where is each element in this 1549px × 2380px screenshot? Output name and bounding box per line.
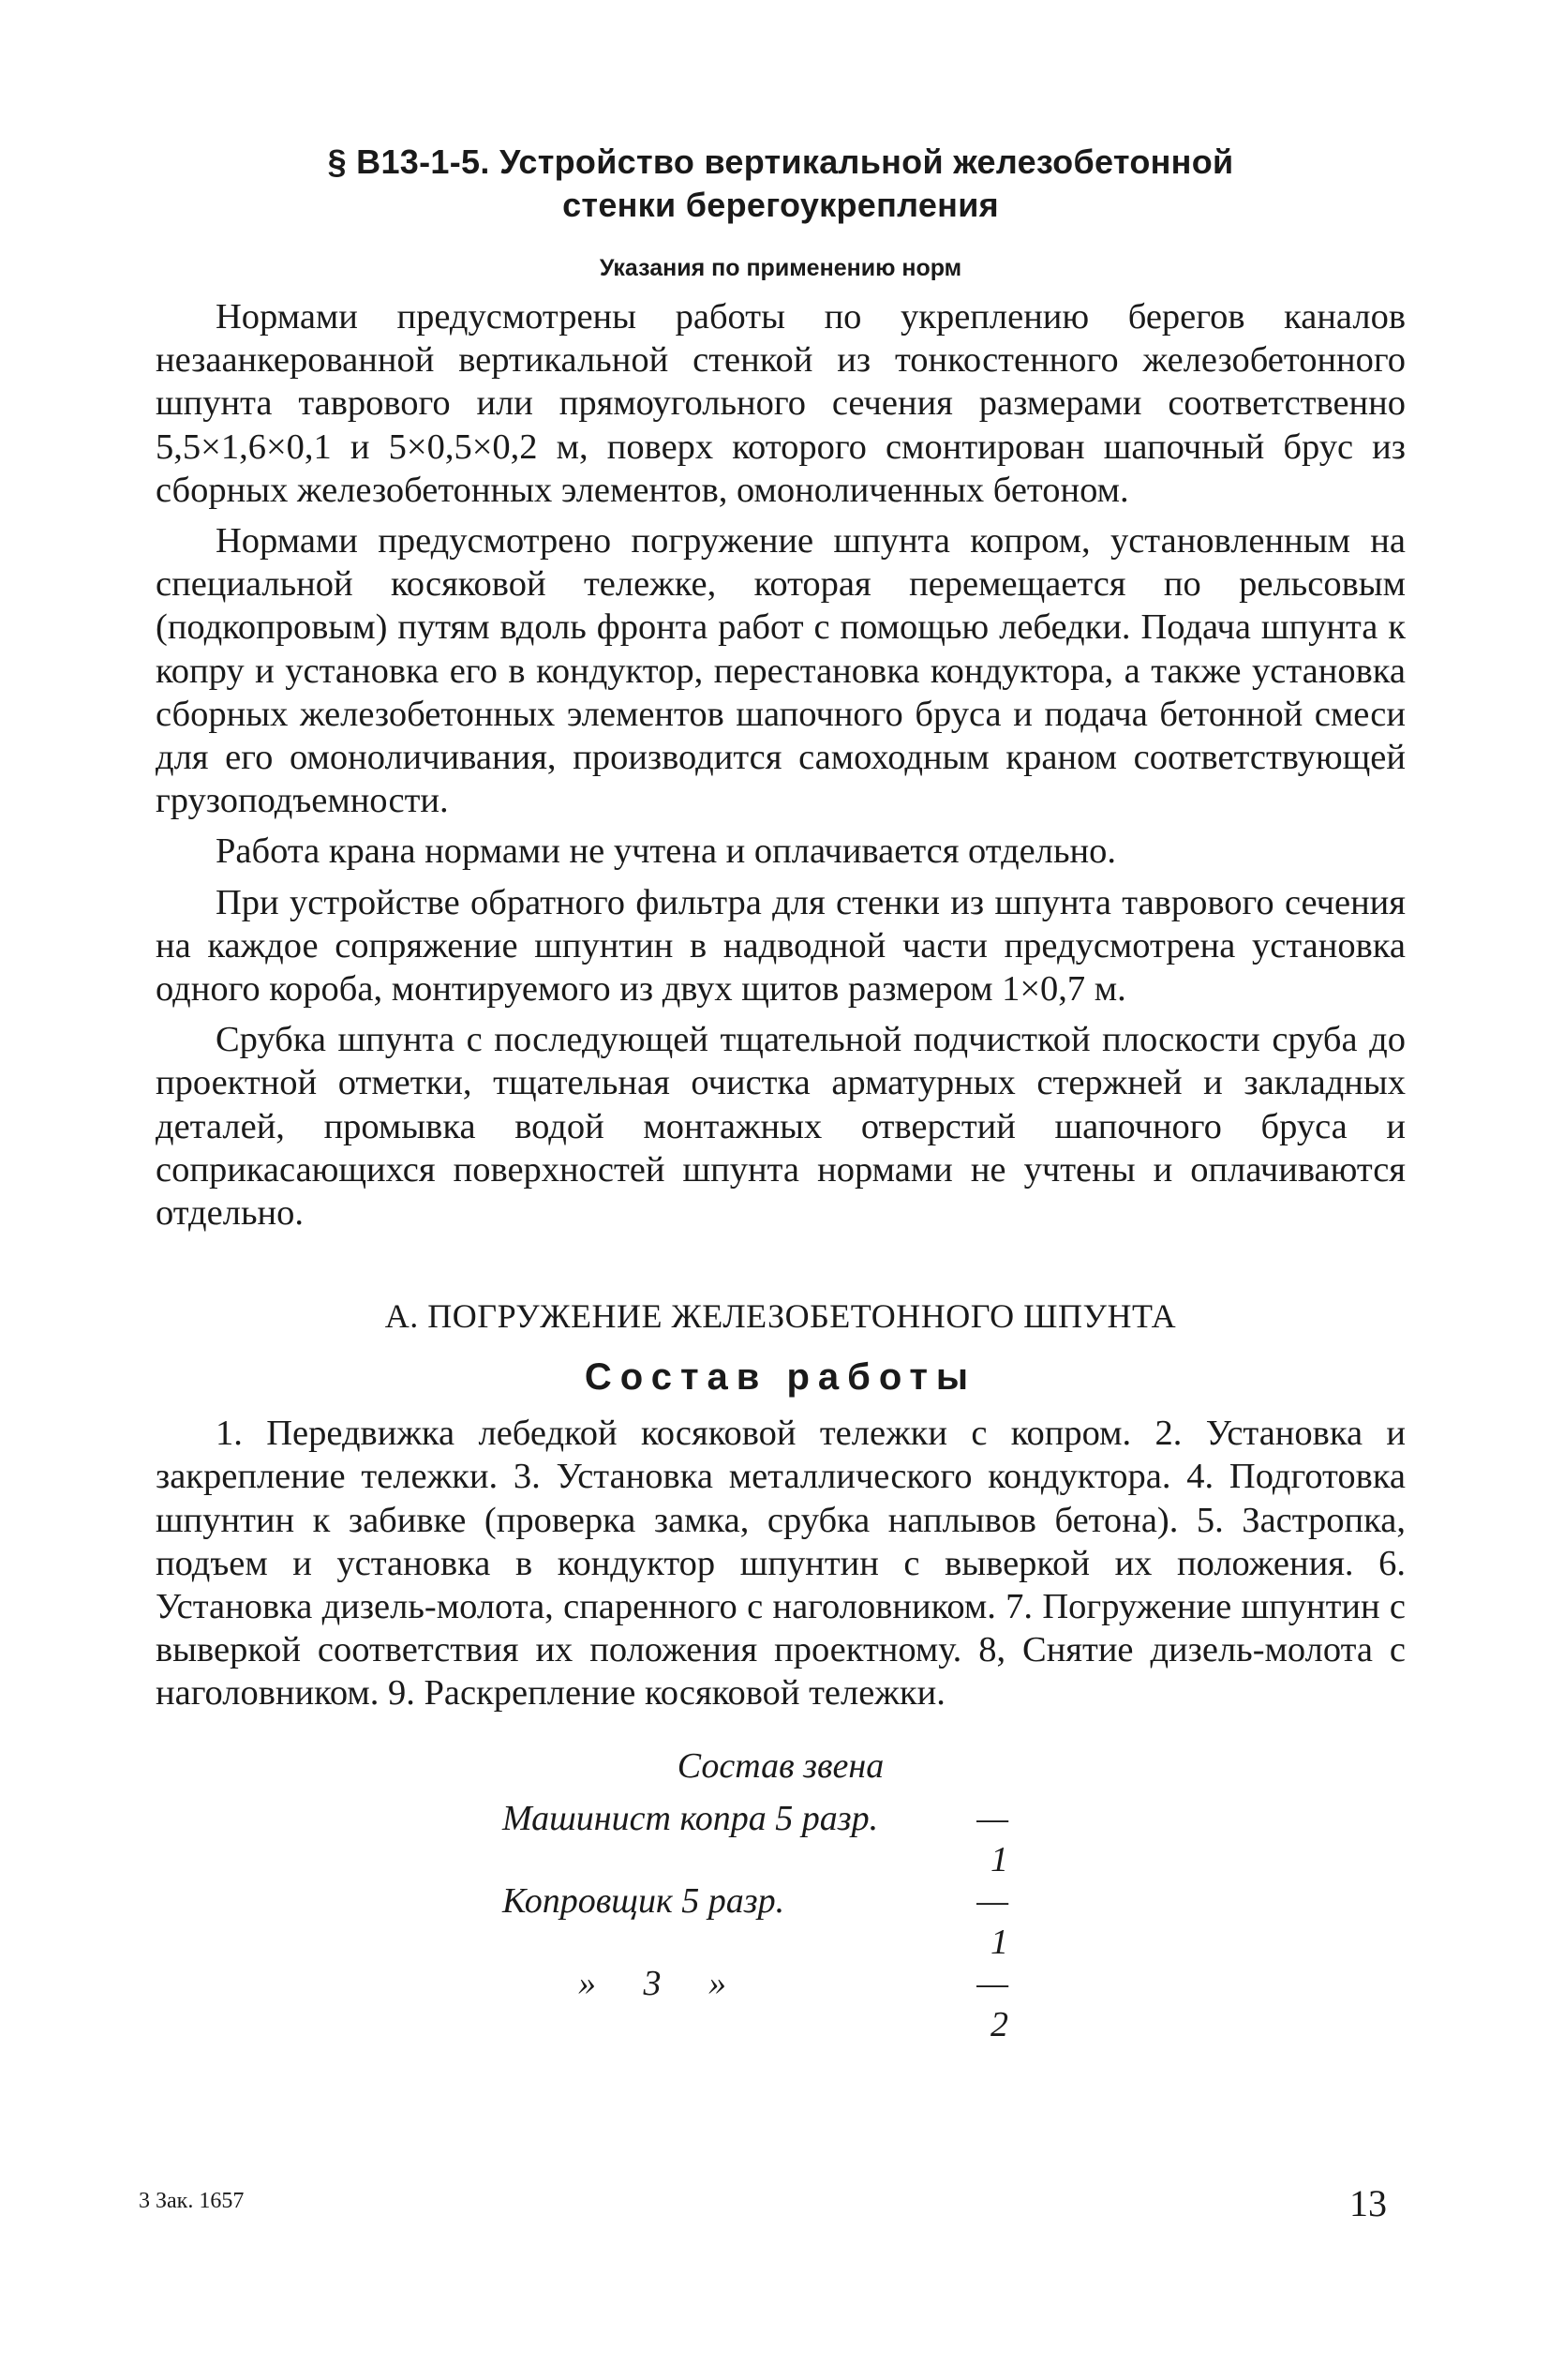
usage-subheading: Указания по применению норм [599, 255, 962, 281]
team-composition-title: Состав звена [677, 1745, 885, 1786]
page-number: 13 [1349, 2182, 1387, 2224]
section-heading-line-2: стенки берегоукрепления [562, 186, 999, 224]
paragraph-1: Нормами предусмотрены работы по укреплению берегов каналов незаанкерованной вертикальной стенкой из тонкостенного железобетонного шпунта таврового или прямоугольного сечения размерами соответственно 5,5×1,6×0,1 и 5×0,5×0,2 м, поверх которого смонтирован шапочный брус из сборных железобетонных элементов, омоноличенных бетоном. [156, 297, 1406, 510]
team-role: Машинист копра 5 разр. [502, 1798, 879, 1838]
team-row [502, 1963, 1406, 2045]
paragraph-4: При устройстве обратного фильтра для стенки из шпунта таврового сечения на каждое сопряжение шпунтин в надводной части предусмотрена установка одного короба, монтируемого из двух щитов размером 1×0,7 м. [156, 882, 1406, 1010]
order-footnote: 3 Зак. 1657 [139, 2189, 245, 2213]
team-row [502, 1798, 1406, 1880]
section-heading-line-1: § В13-1-5. Устройство вертикальной железобетонной [327, 142, 1234, 181]
ditto-mark: » [708, 1963, 726, 2003]
section-heading [156, 141, 1406, 227]
team-count: — 2 [976, 1963, 1008, 2044]
team-role-ditto [502, 1963, 952, 2045]
work-composition-text: 1. Передвижка лебедкой косяковой тележки с копром. 2. Установка и закрепление тележки. 3. Установка металлического кондуктора. 4. Подготовка шпунтин к забивке (проверка замка, срубка наплывов бетона). 5. Застропка, подъем и установка в кондуктор шпунтин с выверкой их положения. 6. Установка дизель-молота, спаренного с наголовником. 7. Погружение шпунтин с выверкой соответствия их положения проектному. 8, Снятие дизель-молота с наголовником. 9. Раскрепление косяковой тележки. [156, 1414, 1406, 1714]
ditto-mark: » [578, 1963, 596, 2003]
section-a-title: А. ПОГРУЖЕНИЕ ЖЕЛЕЗОБЕТОННОГО ШПУНТА [384, 1297, 1177, 1336]
work-composition-title: Состав работы [584, 1356, 977, 1399]
paragraph-5: Срубка шпунта с последующей тщательной подчисткой плоскости сруба до проектной отметки, тщательная очистка арматурных стержней и закладных деталей, промывка водой монтажных отверстий шапочного бруса и соприкасающихся поверхностей шпунта нормами не учтены и оплачиваются отдельно. [156, 1020, 1406, 1234]
paragraph-2: Нормами предусмотрено погружение шпунта копром, установленным на специальной косяковой тележке, которая перемещается по рельсовым (подкопровым) путям вдоль фронта работ с помощью лебедки. Подача шпунта к копру и установка его в кондуктор, перестановка кондуктора, а также установка сборных железобетонных элементов шапочного бруса и подача бетонной смеси для его омоноличивания, производится самоходным краном соответствующей грузоподъемности. [156, 521, 1406, 821]
team-count: — 1 [976, 1798, 1008, 1879]
team-role: Копровщик 5 разр. [502, 1880, 785, 1921]
page-content [156, 141, 1406, 2045]
team-list [502, 1798, 1406, 2045]
team-grade: 3 [643, 1963, 662, 2003]
team-count: — 1 [976, 1880, 1008, 1962]
team-row [502, 1880, 1406, 1963]
paragraph-3: Работа крана нормами не учтена и оплачивается отдельно. [216, 831, 1117, 872]
